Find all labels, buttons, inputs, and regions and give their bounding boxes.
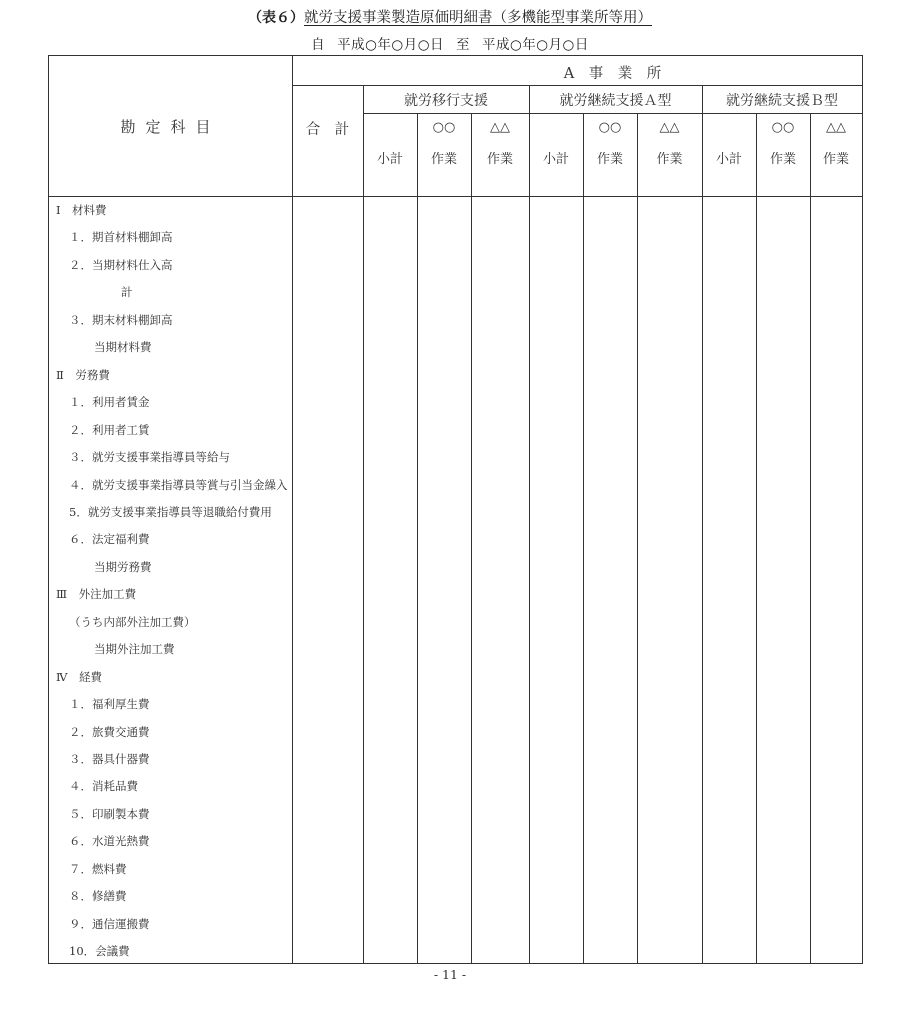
task-header-top: ○○ [598, 120, 622, 135]
task-header-top: △△ [826, 120, 846, 135]
account-row-label: １．利用者賃金 [69, 395, 150, 410]
account-row-label: ３．器具什器費 [69, 752, 150, 766]
task-header: 作業 [656, 152, 683, 167]
account-row-label: 当期材料費 [94, 340, 152, 355]
account-row-label: Ⅰ 材料費 [56, 203, 107, 217]
subtotal-header: 小計 [715, 152, 742, 167]
subtotal-header: 小計 [376, 152, 403, 167]
col-divider [417, 113, 418, 963]
account-row-label: Ⅳ 経費 [56, 669, 102, 684]
account-row-label: ６．法定福利費 [69, 532, 150, 547]
account-row-label: ９．通信運搬費 [69, 916, 150, 931]
col-divider [637, 113, 638, 963]
account-row-label: ５．印刷製本費 [69, 806, 150, 821]
row-divider [363, 113, 862, 114]
total-header: 合 計 [305, 122, 350, 138]
account-row-label: 10．会議費 [69, 944, 130, 959]
col-divider [810, 113, 811, 963]
title-text: 就労支援事業製造原価明細書（多機能型事業所等用） [304, 10, 652, 26]
page-number: - 11 - [433, 967, 467, 982]
reporting-period [0, 33, 900, 53]
header-bottom-divider [49, 196, 862, 197]
account-row-label: ６．水道光熱費 [69, 834, 150, 849]
col-divider [292, 56, 293, 963]
period-to-date: 平成○年○月○日 [482, 37, 589, 53]
account-row-label: Ⅲ 外注加工費 [56, 587, 137, 602]
col-divider [471, 113, 472, 963]
period-to-label: 至 [456, 37, 470, 53]
account-row-label: １．福利厚生費 [69, 697, 150, 712]
office-header: A 事 業 所 [563, 66, 662, 82]
group-header-type-b: 就労継続支援Ｂ型 [726, 93, 838, 109]
account-row-label: ７．燃料費 [69, 861, 127, 876]
cost-statement-table [48, 55, 863, 964]
task-header-top: △△ [490, 120, 510, 135]
task-header-top: △△ [659, 120, 680, 135]
group-header-transition: 就労移行支援 [404, 93, 488, 109]
task-header: 作業 [430, 152, 457, 167]
col-divider [583, 113, 584, 963]
row-divider [292, 85, 862, 86]
col-divider [756, 113, 757, 963]
account-row-label: 5．就労支援事業指導員等退職給付費用 [69, 504, 272, 519]
account-row-label: ２．当期材料仕入高 [69, 257, 173, 272]
task-header: 作業 [769, 152, 796, 167]
account-row-label: ３．就労支援事業指導員等給与 [69, 450, 230, 465]
account-row-label: 計 [121, 285, 133, 300]
account-row-label: ４．消耗品費 [69, 779, 138, 794]
document-title [0, 6, 900, 27]
account-row-label: ３．期末材料棚卸高 [69, 312, 173, 327]
task-header-top: ○○ [432, 120, 456, 135]
col-divider [363, 85, 364, 963]
task-header-top: ○○ [771, 120, 795, 135]
task-header: 作業 [596, 152, 623, 167]
account-row-label: ４．就労支援事業指導員等賞与引当金繰入 [69, 477, 288, 492]
account-row-label: ２．旅費交通費 [69, 724, 150, 739]
account-row-label: 当期労務費 [94, 559, 152, 574]
group-header-type-a: 就労継続支援Ａ型 [559, 93, 672, 109]
subtotal-header: 小計 [542, 152, 569, 167]
task-header: 作業 [822, 152, 849, 167]
table-number: （表６） [248, 10, 304, 26]
period-from-date: 平成○年○月○日 [337, 37, 444, 53]
col-divider [702, 85, 703, 963]
task-header: 作業 [486, 152, 513, 167]
period-from-label: 自 [311, 37, 326, 53]
account-row-label: （うち内部外注加工費） [69, 614, 196, 629]
account-header: 勘定科目 [120, 118, 221, 136]
account-row-label: １．期首材料棚卸高 [69, 230, 173, 245]
account-row-label: Ⅱ 労務費 [56, 367, 110, 382]
account-row-label: ２．利用者工賃 [69, 422, 150, 437]
account-row-label: ８．修繕費 [69, 889, 127, 904]
account-row-label: 当期外注加工費 [94, 642, 175, 657]
col-divider [529, 85, 530, 963]
